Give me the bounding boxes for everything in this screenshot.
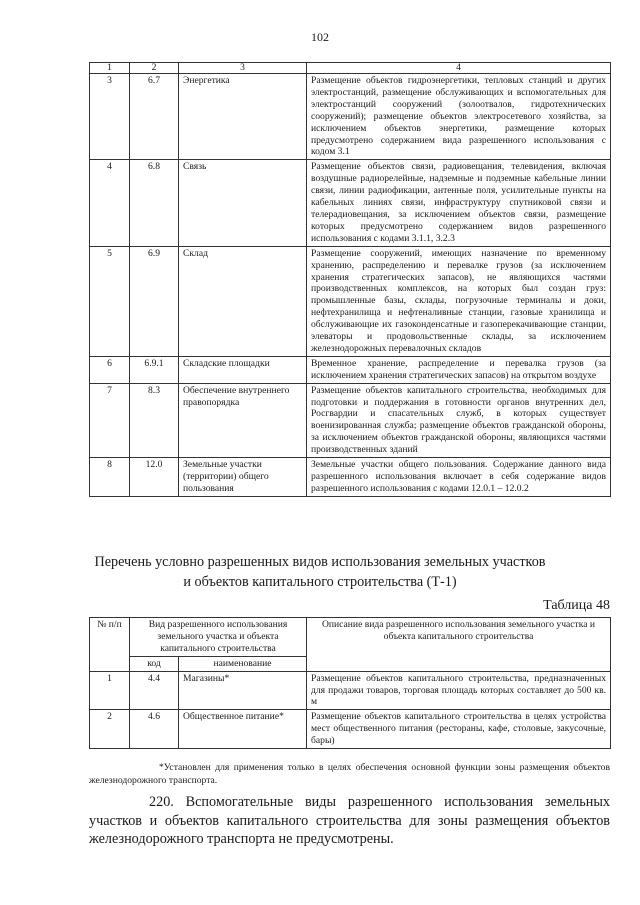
table-row <box>90 458 611 497</box>
row-number: 6 <box>90 356 130 383</box>
use-description: Размещение объектов связи, радиовещания, телевидения, включая воздушные радиорелейные, надземные и подземные кабельные линии связи, линии радиофикации, антенные поля, усилительные пункты на кабельных линиях связи, инфраструктуру спутниковой связи и телерадиовещания, за исключением объектов связи, размещение которых предусмотрено содержанием видов разрешенного использования с кодами 3.1.1, 3.2.3 <box>307 160 611 246</box>
use-description: Размещение объектов капитального строительства в целях устройства мест общественного питания (рестораны, кафе, столовые, закусочные, бары) <box>307 710 611 749</box>
table-header-row <box>90 618 611 657</box>
header-use-type: Вид разрешенного использования земельного участка и объекта капитального строительства <box>130 618 307 657</box>
table-row <box>90 74 611 160</box>
use-name: Общественное питание* <box>179 710 307 749</box>
row-number: 4 <box>90 160 130 246</box>
row-number: 3 <box>90 74 130 160</box>
use-description: Размещение сооружений, имеющих назначение по временному хранению, распределению и перевалке грузов (за исключением хранения стратегических запасов), не являющихся частями производственных комплексов, на которых был создан груз: промышленные базы, склады, погрузочные терминалы и доки, нефтехранилища и нефтеналивные станции, газовые хранилища и обслуживающие их газоконденсатные и газоперекачивающие станции, элеваторы и продовольственные склады, за исключением железнодорожных перевалочных складов <box>307 246 611 356</box>
use-code: 6.9.1 <box>130 356 179 383</box>
use-name: Обеспечение внутреннего правопорядка <box>179 383 307 457</box>
header-description: Описание вида разрешенного использования земельного участка и объекта капитального строительства <box>307 618 611 672</box>
table-row <box>90 160 611 246</box>
use-code: 12.0 <box>130 458 179 497</box>
table-row <box>90 383 611 457</box>
section-title <box>0 552 640 592</box>
paragraph-220: 220. Вспомогательные виды разрешенного использования земельных участков и объектов капитального строительства для зоны размещения объектов железнодорожного транспорта не предусмотрены. <box>89 794 610 847</box>
page-number: 102 <box>311 30 329 44</box>
row-number: 7 <box>90 383 130 457</box>
section-title-line: Перечень условно разрешенных видов использования земельных участков <box>94 554 546 570</box>
use-code: 6.8 <box>130 160 179 246</box>
column-number-row <box>90 63 611 74</box>
use-description: Временное хранение, распределение и перевалка грузов (за исключением хранения стратегических запасов) на открытом воздухе <box>307 356 611 383</box>
column-number: 2 <box>130 63 179 74</box>
use-code: 4.4 <box>130 671 179 710</box>
table-caption: Таблица 48 <box>543 598 610 613</box>
use-name: Складские площадки <box>179 356 307 383</box>
use-code: 4.6 <box>130 710 179 749</box>
table-row <box>90 356 611 383</box>
header-code: код <box>130 656 179 671</box>
footnote: *Установлен для применения только в целях обеспечения основной функции зоны размещения объектов железнодорожного транспорта. <box>89 762 610 786</box>
use-description: Земельные участки общего пользования. Содержание данного вида разрешенного использования включает в себя содержание видов разрешенного использования с кодами 12.0.1 – 12.0.2 <box>307 458 611 497</box>
column-number: 3 <box>179 63 307 74</box>
table-row <box>90 671 611 710</box>
row-number: 1 <box>90 671 130 710</box>
column-number: 1 <box>90 63 130 74</box>
use-description: Размещение объектов капитального строительства, предназначенных для продажи товаров, торговая площадь которых составляет до 500 кв. м <box>307 671 611 710</box>
use-name: Склад <box>179 246 307 356</box>
use-description: Размещение объектов капитального строительства, необходимых для подготовки и поддержания в готовности органов внутренних дел, Росгвардии и спасательных служб, в которых существует военизированная служба; размещение объектов гражданской обороны, за исключением объектов гражданской обороны, являющихся частями производственных зданий <box>307 383 611 457</box>
use-name: Связь <box>179 160 307 246</box>
conditional-uses-table <box>89 617 611 749</box>
table-row <box>90 246 611 356</box>
row-number: 5 <box>90 246 130 356</box>
use-code: 6.9 <box>130 246 179 356</box>
row-number: 2 <box>90 710 130 749</box>
use-name: Земельные участки (территории) общего пользования <box>179 458 307 497</box>
use-code: 6.7 <box>130 74 179 160</box>
column-number: 4 <box>307 63 611 74</box>
table-row <box>90 710 611 749</box>
section-title-line: и объектов капитального строительства (Т-1) <box>183 574 457 590</box>
use-description: Размещение объектов гидроэнергетики, тепловых станций и других электростанций, размещение обслуживающих и вспомогательных для электростанций сооружений (золоотвалов, гидротехнических сооружений); размещение объектов электросетевого хозяйства, за исключением объектов энергетики, размещение которых предусмотрено содержанием вида разрешенного использования с кодом 3.1 <box>307 74 611 160</box>
use-code: 8.3 <box>130 383 179 457</box>
use-name: Энергетика <box>179 74 307 160</box>
row-number: 8 <box>90 458 130 497</box>
use-name: Магазины* <box>179 671 307 710</box>
permitted-uses-table-continuation <box>89 62 611 497</box>
header-name: наименование <box>179 656 307 671</box>
header-number: № п/п <box>90 618 130 672</box>
